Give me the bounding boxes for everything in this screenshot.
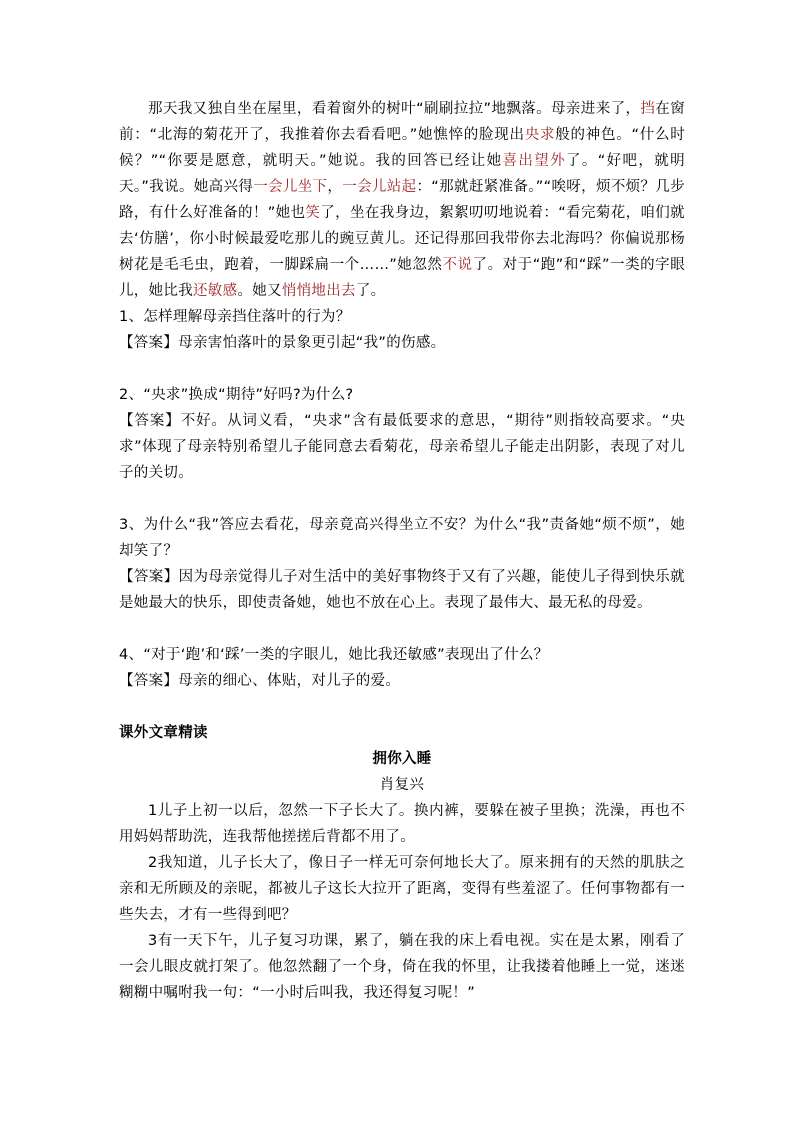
answer-text: 母亲害怕落叶的景象更引起“我”的伤感。	[178, 335, 446, 351]
article-paragraph-1: 1儿子上初一以后，忽然一下子长大了。换内裤，要躲在被子里换；洗澡，再也不用妈妈帮助洗，连我帮他搓搓后背都不用了。	[119, 803, 685, 845]
answer-text: 母亲的细心、体贴，对儿子的爱。	[178, 673, 401, 689]
article-paragraph-2: 2我知道，儿子长大了，像日子一样无可奈何地长大了。原来拥有的天然的肌肤之亲和无所顾及的亲昵，都被儿子这长大拉开了距离，变得有些羞涩了。任何事物都有一些失去，才有一些得到吧？	[119, 855, 685, 923]
highlight-word: 不说	[442, 257, 473, 273]
passage-text: 。她又	[237, 283, 282, 299]
spacer	[119, 694, 685, 720]
answer-label: 【答案】	[119, 569, 179, 585]
article-title: 拥你入睡	[372, 751, 432, 767]
answer-text: 因为母亲觉得儿子对生活中的美好事物终于又有了兴趣，能使儿子得到快乐就是她最大的快乐，即使责备她，她也不放在心上。表现了最伟大、最无私的母爱。	[119, 569, 685, 611]
highlight-word: 挡	[640, 101, 656, 117]
spacer	[119, 486, 685, 512]
article-paragraph-3: 3有一天下午，儿子复习功课，累了，躺在我的床上看电视。实在是太累，刚看了一会儿眼皮就打架了。他忽然翻了一个身，倚在我的怀里，让我搂着他睡上一觉，迷迷糊糊中嘱咐我一句：“一小时后叫我，我还得复习呢！”	[119, 933, 685, 1001]
answer-1	[119, 330, 685, 356]
answer-4	[119, 668, 685, 694]
passage-text: 了。“好吧，就明天。”我说。她高兴得	[119, 153, 685, 195]
passage-text: 那天我又独自坐在屋里，看着窗外的树叶“刷刷拉拉”地飘落。母亲进来了，	[148, 101, 641, 117]
question-1: 1、怎样理解母亲挡住落叶的行为？	[119, 309, 351, 325]
passage-text: 了。对于“跑”和“踩”一类的字眼儿，她比我	[119, 257, 685, 299]
question-4: 4、“对于‘跑’和‘踩’一类的字眼儿，她比我还敏感”表现出了什么？	[119, 647, 549, 663]
answer-2	[119, 408, 685, 486]
passage-text: 了。	[355, 283, 386, 299]
highlight-word: 喜出望外	[502, 153, 567, 169]
answer-label: 【答案】	[119, 335, 179, 351]
passage-text: 了，坐在我身边，絮絮叨叨地说着：“看完菊花，咱们就去‘仿膳’，你小时候最爱吃那儿的豌豆黄儿。还记得那回我带你去北海吗？你偏说那杨树花是毛毛虫，跑着，一脚踩扁一个……”她忽然	[119, 205, 685, 273]
question-2: 2、“央求”换成“期待”好吗?为什么?	[119, 387, 354, 403]
highlight-word: 一会儿站起	[342, 179, 417, 195]
answer-label: 【答案】	[119, 413, 181, 429]
passage-text: 在窗前：“北海的菊花开了，我推着你去看看吧。”她憔悴的脸现出	[119, 101, 685, 143]
highlight-word: 笑	[305, 205, 321, 221]
question-3: 3、为什么“我”答应去看花，母亲竟高兴得坐立不安？为什么“我”责备她“烦不烦”，她却笑了？	[119, 517, 685, 559]
spacer	[119, 616, 685, 642]
section-heading: 课外文章精读	[119, 725, 208, 741]
highlight-word: 央求	[524, 127, 556, 143]
highlight-word: 悄悄地出去	[281, 283, 356, 299]
answer-label: 【答案】	[119, 673, 179, 689]
spacer	[119, 356, 685, 382]
passage-paragraph	[119, 96, 685, 304]
highlight-word: 还敏感	[193, 283, 238, 299]
answer-text: 不好。从词义看，“央求”含有最低要求的意思，“期待”则指较高要求。“央求”体现了母亲特别希望儿子能同意去看菊花，母亲希望儿子能走出阴影，表现了对儿子的关切。	[119, 413, 685, 481]
answer-3	[119, 564, 685, 616]
passage-text: 般的神色。“什么时候？”“你要是愿意，就明天。”她说。我的回答已经让她	[119, 127, 685, 169]
highlight-word: 一会儿坐下	[253, 179, 328, 195]
article-author: 肖复兴	[379, 777, 425, 793]
passage-text: ，	[327, 179, 343, 195]
passage-text: ：“那就赶紧准备。”“唉呀，烦不烦？几步路，有什么好准备的！”她也	[119, 179, 686, 221]
content-column	[119, 96, 685, 1006]
